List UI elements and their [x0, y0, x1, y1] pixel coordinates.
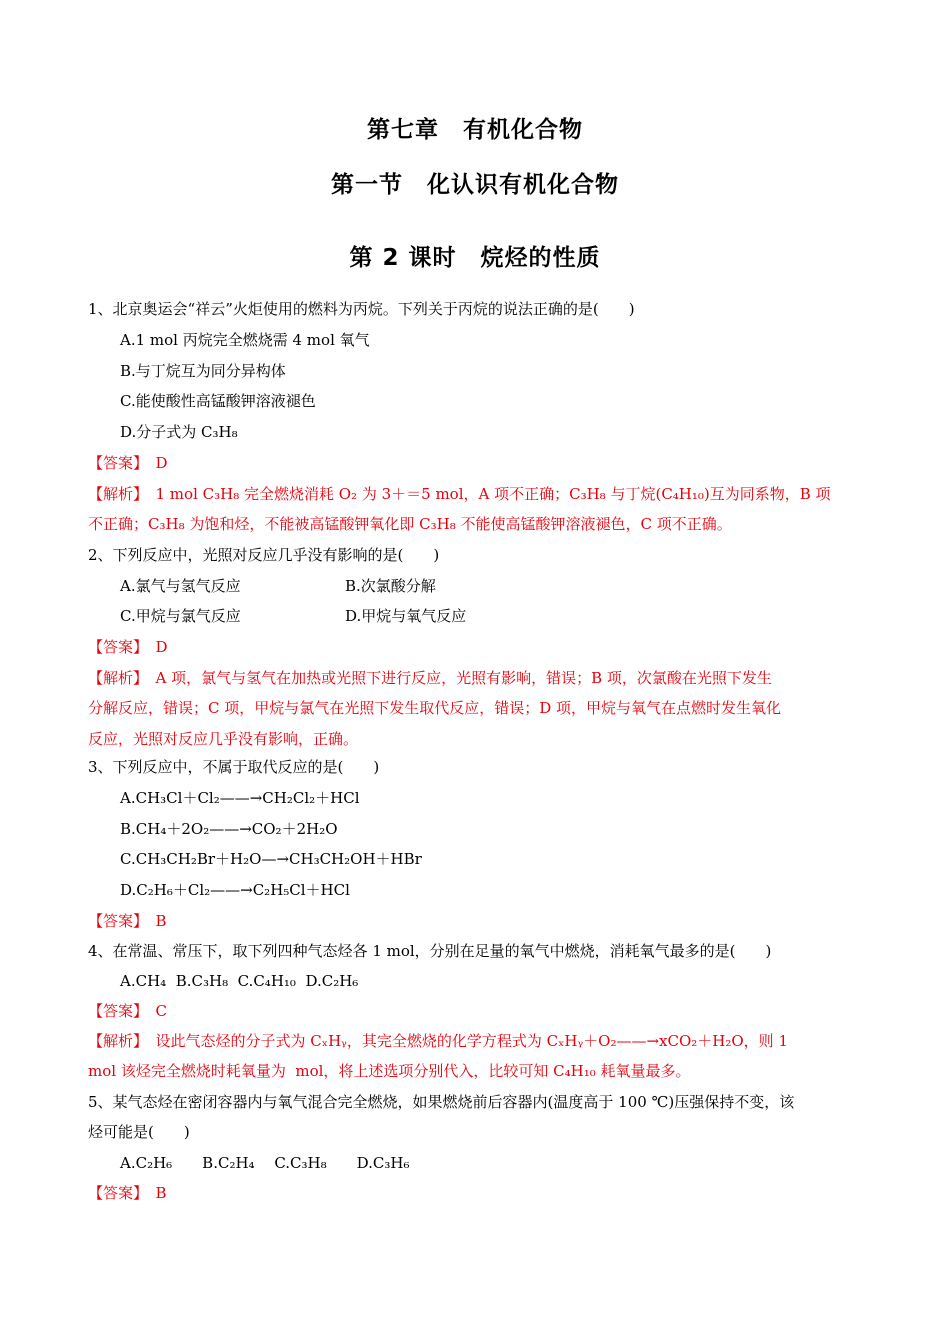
- question-2-answer: 【答案】 D: [88, 638, 168, 656]
- question-4-answer: 【答案】 C: [88, 1002, 167, 1020]
- question-4-options: A.CH₄ B.C₃H₈ C.C₄H₁₀ D.C₂H₆: [120, 972, 359, 990]
- question-3-option-d: D.C₂H₆＋Cl₂——→C₂H₅Cl＋HCl: [120, 881, 350, 899]
- question-5-stem-line-1: 5、某气态烃在密闭容器内与氧气混合完全燃烧，如果燃烧前后容器内(温度高于 100 ℃)压强保持不变，该: [88, 1093, 795, 1111]
- question-2-option-b: B.次氯酸分解: [345, 577, 436, 595]
- question-3-answer: 【答案】 B: [88, 912, 167, 930]
- question-4-analysis-line-2: mol 该烃完全燃烧时耗氧量为 mol，将上述选项分别代入，比较可知 C₄H₁₀ 耗氧量最多。: [88, 1062, 691, 1080]
- question-2-analysis-line-2: 分解反应，错误；C 项，甲烷与氯气在光照下发生取代反应，错误；D 项，甲烷与氧气在点燃时发生氧化: [88, 699, 782, 717]
- question-1-option-b: B.与丁烷互为同分异构体: [120, 362, 286, 380]
- chapter-title: 第七章 有机化合物: [367, 117, 583, 143]
- question-1-option-d: D.分子式为 C₃H₈: [120, 423, 238, 441]
- question-1-option-a: A.1 mol 丙烷完全燃烧需 4 mol 氧气: [120, 331, 370, 349]
- question-5-options: A.C₂H₆ B.C₂H₄ C.C₃H₈ D.C₃H₆: [120, 1154, 410, 1172]
- question-1-analysis-line-1: 【解析】 1 mol C₃H₈ 完全燃烧消耗 O₂ 为 3＋＝5 mol，A 项不正确；C₃H₈ 与丁烷(C₄H₁₀)互为同系物，B 项: [88, 485, 831, 503]
- question-2-option-d: D.甲烷与氧气反应: [345, 607, 467, 625]
- question-2-option-a: A.氯气与氢气反应: [120, 577, 241, 595]
- question-2-stem: 2、下列反应中，光照对反应几乎没有影响的是( ): [88, 546, 440, 564]
- question-2-option-c: C.甲烷与氯气反应: [120, 607, 241, 625]
- question-3-option-c: C.CH₃CH₂Br＋H₂O—→CH₃CH₂OH＋HBr: [120, 850, 422, 868]
- question-5-stem-line-2: 烃可能是( ): [88, 1123, 190, 1141]
- question-3-stem: 3、下列反应中，不属于取代反应的是( ): [88, 758, 380, 776]
- question-1-analysis-line-2: 不正确；C₃H₈ 为饱和烃，不能被高锰酸钾氧化即 C₃H₈ 不能使高锰酸钾溶液褪色，C 项不正确。: [88, 515, 732, 533]
- question-1-stem: 1、北京奥运会“祥云”火炬使用的燃料为丙烷。下列关于丙烷的说法正确的是( ): [88, 300, 635, 318]
- question-4-stem: 4、在常温、常压下，取下列四种气态烃各 1 mol，分别在足量的氧气中燃烧，消耗氧气最多的是( ): [88, 942, 772, 960]
- question-1-option-c: C.能使酸性高锰酸钾溶液褪色: [120, 392, 316, 410]
- lesson-title: 第 2 课时 烷烃的性质: [349, 245, 601, 271]
- question-4-analysis-line-1: 【解析】 设此气态烃的分子式为 CₓHᵧ，其完全燃烧的化学方程式为 CₓHᵧ＋O₂——→xCO₂＋H₂O，则 1: [88, 1032, 788, 1050]
- question-2-analysis-line-1: 【解析】 A 项，氯气与氢气在加热或光照下进行反应，光照有影响，错误；B 项，次氯酸在光照下发生: [88, 669, 772, 687]
- question-3-option-b: B.CH₄＋2O₂——→CO₂＋2H₂O: [120, 820, 338, 838]
- question-1-answer: 【答案】 D: [88, 454, 168, 472]
- section-title: 第一节 化认识有机化合物: [331, 172, 619, 198]
- question-3-option-a: A.CH₃Cl＋Cl₂——→CH₂Cl₂＋HCl: [120, 789, 360, 807]
- question-5-answer: 【答案】 B: [88, 1184, 167, 1202]
- question-2-analysis-line-3: 反应，光照对反应几乎没有影响，正确。: [88, 730, 359, 748]
